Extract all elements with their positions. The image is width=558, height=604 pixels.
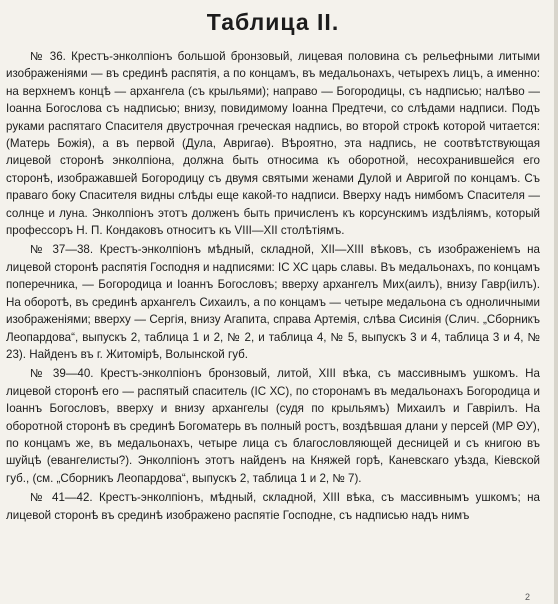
page-edge <box>554 0 558 604</box>
page-title: Таблица II. <box>206 9 340 35</box>
entry-39-40: № 39—40. Крестъ-энколпіонъ бронзовый, литой, XIII вѣка, съ массивнымъ ушкомъ. На лицевой сторонѣ его — распятый спаситель (ІС ХС), по сторонамъ въ медальонахъ Богородица и Іоаннъ Богословъ, вверху и внизу архангелы (судя по крыльямъ) Михаилъ и Гавріилъ. На оборотной сторонѣ въ срединѣ Богоматерь въ полный ростъ, воздѣвшая длани у персей (МР ΘУ), по концамъ же, въ медальонахъ, четыре лица съ благословляющей десницей и съ книгою въ шуйцѣ (евангелисты?). Энколпіонъ этотъ найденъ на Княжей горѣ, Каневскаго уѣзда, Кіевской губ., (см. „Сборникъ Леопардова“, выпускъ 2, таблица 1 и 2, № 7). <box>6 367 540 485</box>
entry-41-42: № 41—42. Крестъ-энколпіонъ, мѣдный, складной, XIII вѣка, съ массивнымъ ушкомъ; на лицевой сторонѣ въ срединѣ изображено распятіе Господне, съ надписью надъ нимъ <box>6 491 540 522</box>
entry-36: № 36. Крестъ-энколпіонъ большой бронзовый, лицевая половина съ рельефными литыми изображеніями — въ срединѣ распятія, а по концамъ, въ медальонахъ, четырехъ лицъ, а именно: на верхнемъ концѣ — архангела (съ крыльями); направо — Богородицы, съ надписью; налѣво — Іоанна Богослова съ надписью; внизу, повидимому Іоанна Предтечи, со слѣдами надписи. Подъ руками распятаго Спасителя двустрочная греческая надпись, во второй строкѣ которой читается: (Матерь Божія), а въ первой (Дула, Авригаѳ). Вѣроятно, эта надпись, не соотвѣтствующая лицевой сторонѣ энколпіона, должна быть относима къ оборотной, несохранившейся его сторонѣ, изображавшей Богородицу съ двумя святыми женами Дулой и Авригой по концамъ. Съ праваго боку Спасителя видны слѣды еще какой-то надписи. Вверху надъ нимбомъ Спасителя — солнце и луна. Энколпіонъ этотъ долженъ быть причисленъ къ корсунскимъ издѣліямъ, который профессоръ Н. П. Кондаковъ относитъ къ VIII—XII столѣтіямъ. <box>6 50 540 238</box>
entry-37-38: № 37—38. Крестъ-энколпіонъ мѣдный, складной, XII—XIII вѣковъ, съ изображеніемъ на лицевой сторонѣ распятія Господня и надписями: ІС ХС царь славы. Въ медальонахъ, по концамъ поперечника, — Богородица и Іоаннъ Богословъ; вверху архангелъ Мих(аилъ), внизу Гавр(іилъ). На оборотѣ, въ срединѣ архангелъ Сихаилъ, а по концамъ — четыре медальона съ одноличными изображеніями; вверху — Сергія, внизу Агапита, справа Артемія, слѣва Сисинія (Слич. „Сборникъ Леопардова“, выпускъ 2, таблица 1 и 2, № 2, и таблица 4, № 5, выпускъ 3 и 4, таблица 3 и 4, № 23). Найденъ въ г. Житомірѣ, Волынской губ. <box>6 243 540 361</box>
page-number: 2 <box>524 592 530 602</box>
